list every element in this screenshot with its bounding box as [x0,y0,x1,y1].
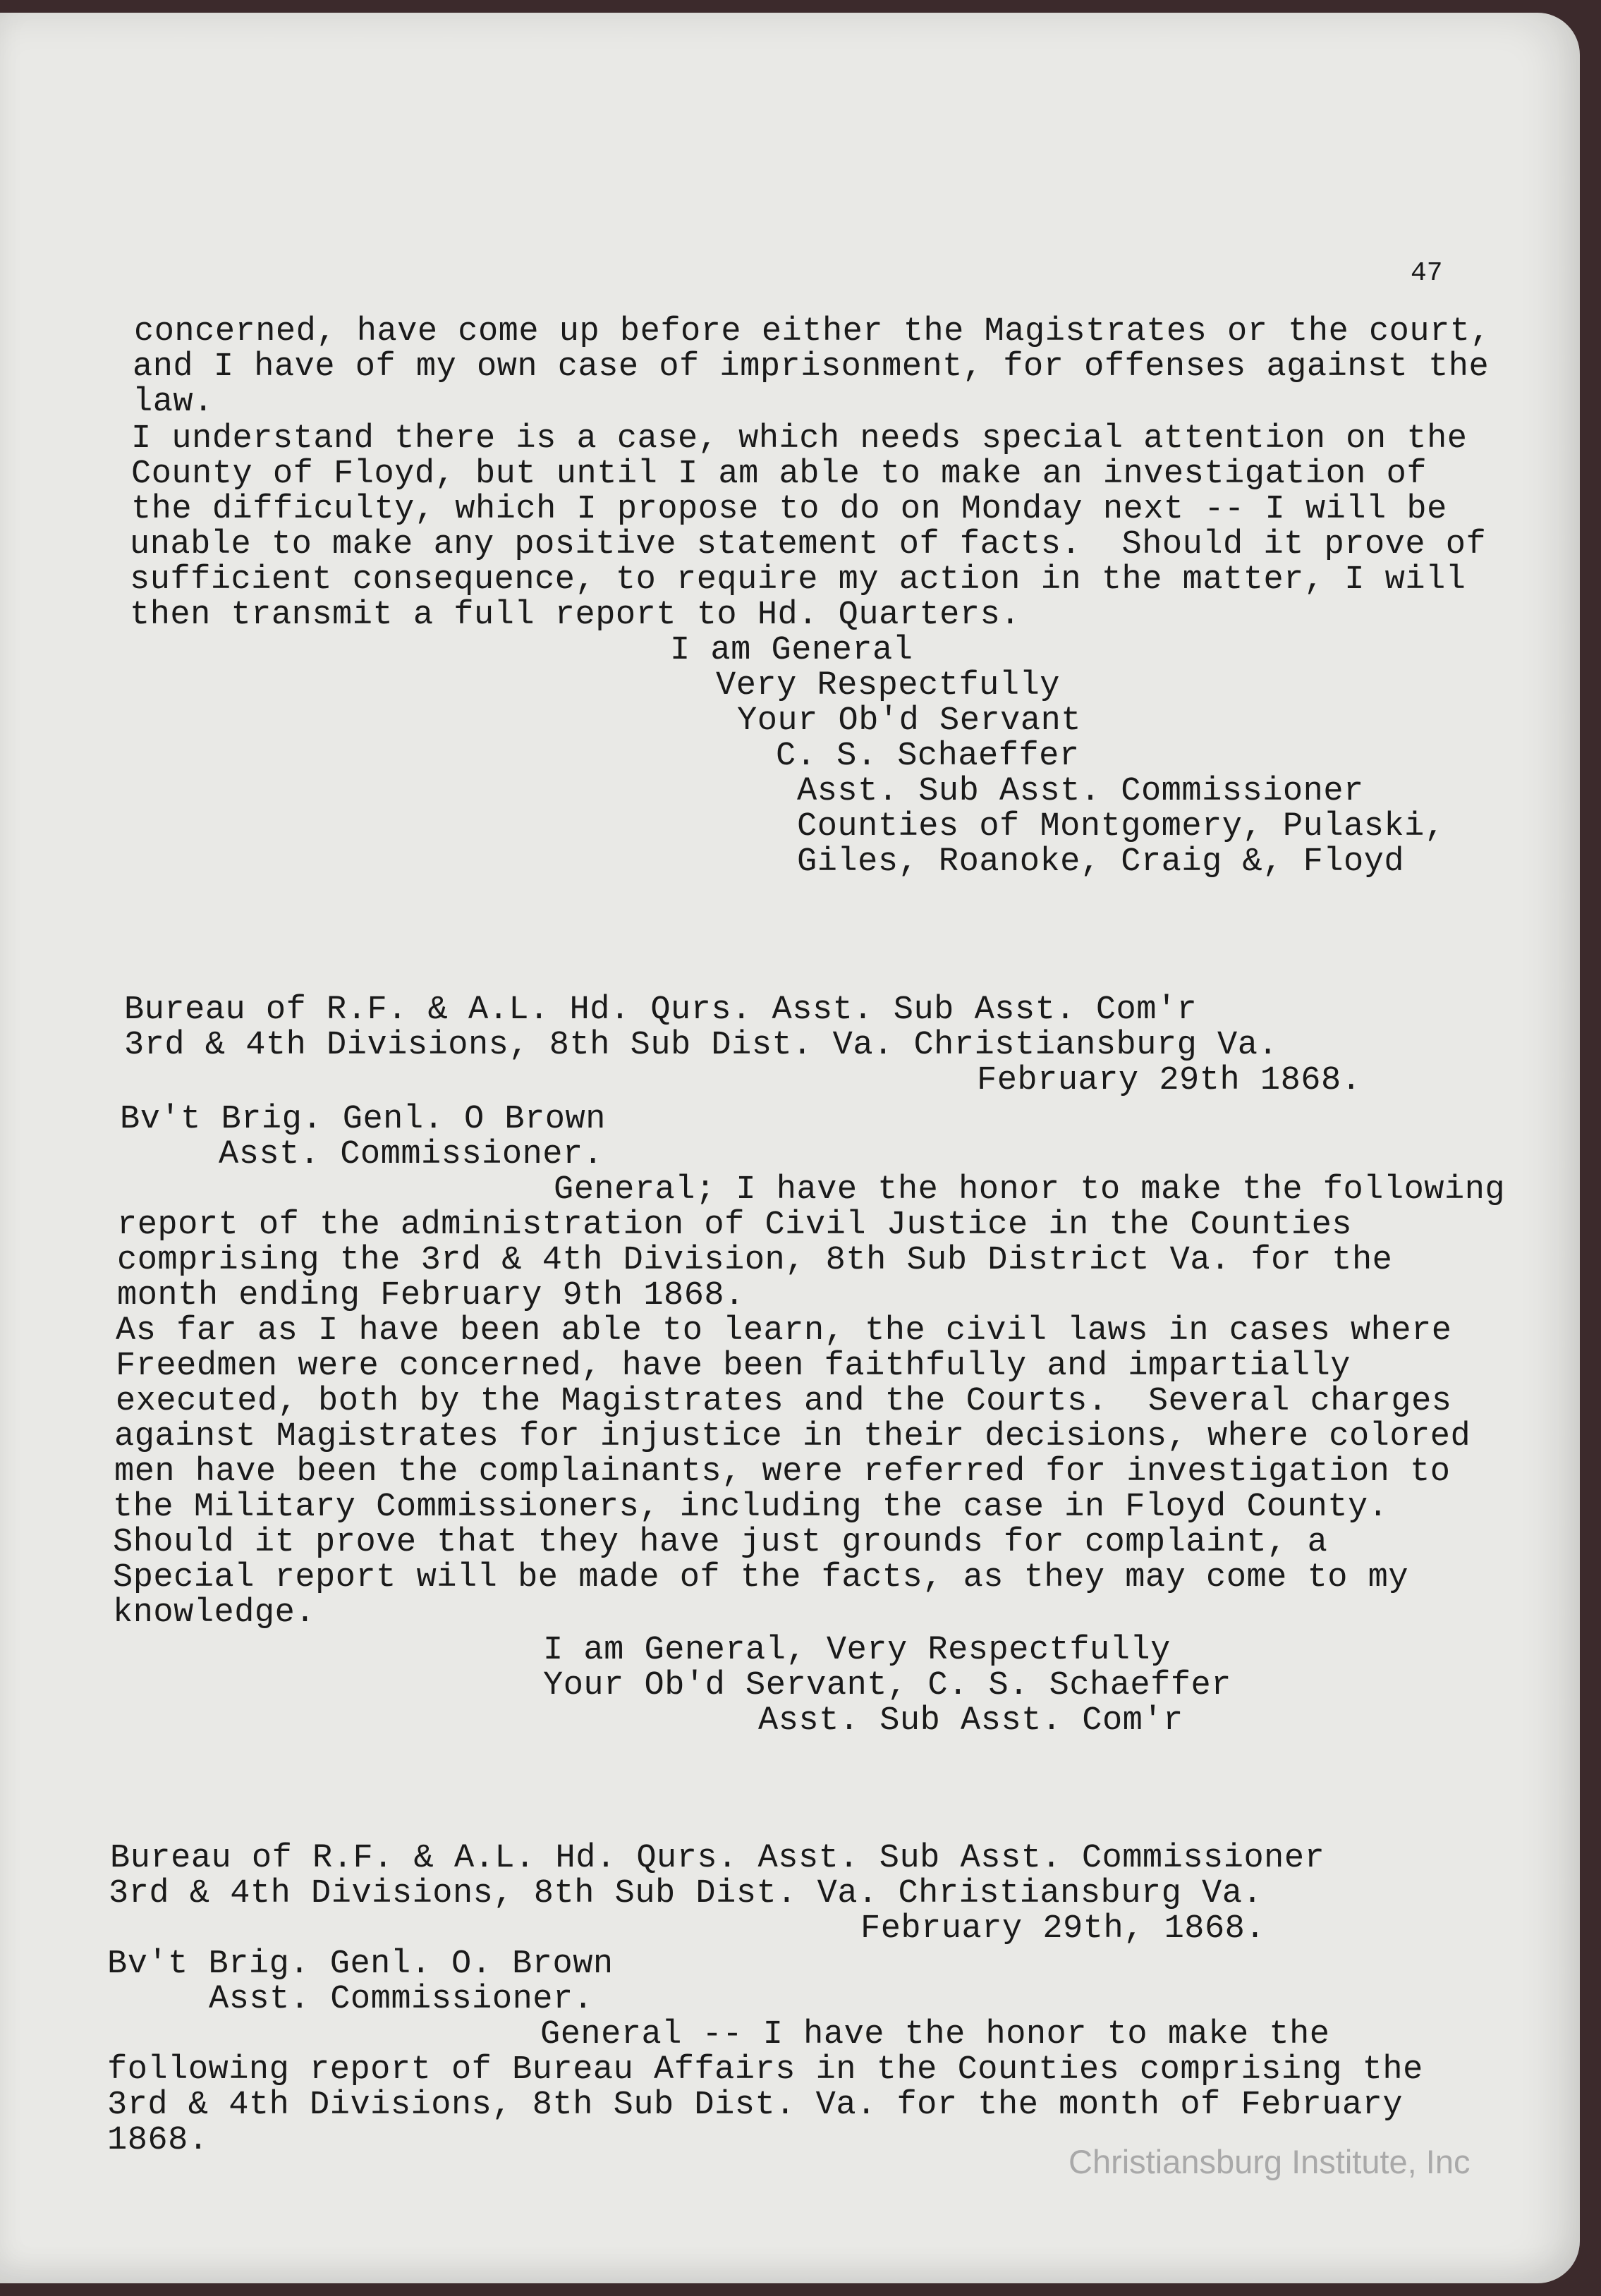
letter-2-body-line: As far as I have been able to learn, the civil laws in cases where [116,1312,1452,1350]
document-page [0,13,1580,2283]
letter-2-body-line: General; I have the honor to make the following [554,1171,1506,1209]
letter-2-body-line: Special report will be made of the facts, as they may come to my [113,1559,1409,1596]
letter-2-body-line: Should it prove that they have just grounds for complaint, a [113,1524,1328,1561]
paragraph-1-line: law. [133,384,214,421]
letter-2-body-line: report of the administration of Civil Justice in the Counties [117,1207,1352,1244]
letter-2-body-line: month ending February 9th 1868. [117,1277,745,1314]
letter-2-header: Bureau of R.F. & A.L. Hd. Qurs. Asst. Sub Asst. Com'r [124,991,1198,1029]
closing-1-line: Your Ob'd Servant [737,702,1081,740]
closing-1-line: Asst. Sub Asst. Commissioner [797,773,1364,810]
watermark: Christiansburg Institute, Inc [1069,2143,1471,2180]
closing-1-line: C. S. Schaeffer [776,738,1080,775]
letter-2-body-line: knowledge. [113,1594,316,1632]
letter-2-body-line: against Magistrates for injustice in their decisions, where colored [114,1418,1471,1455]
letter-2-closing: Your Ob'd Servant, C. S. Schaeffer [543,1667,1231,1704]
paragraph-1-line: unable to make any positive statement of facts. Should it prove of [130,526,1487,563]
paragraph-1-line: then transmit a full report to Hd. Quarters. [130,597,1021,634]
paragraph-1-line: and I have of my own case of imprisonment, for offenses against the [133,348,1490,386]
letter-2-addressee: Asst. Commissioner. [219,1136,604,1173]
paragraph-1-line: concerned, have come up before either the Magistrates or the court, [134,313,1491,350]
letter-2-body-line: executed, both by the Magistrates and the Courts. Several charges [116,1383,1452,1420]
letter-2-closing: Asst. Sub Asst. Com'r [758,1702,1183,1740]
letter-3-header: Bureau of R.F. & A.L. Hd. Qurs. Asst. Sub Asst. Commissioner [110,1840,1325,1877]
paragraph-1-line: sufficient consequence, to require my action in the matter, I will [130,561,1466,599]
letter-2-date: February 29th 1868. [977,1062,1362,1099]
letter-3-body-line: 1868. [107,2122,209,2159]
closing-1-line: Very Respectfully [716,667,1060,704]
letter-2-body-line: Freedmen were concerned, have been faithfully and impartially [116,1348,1351,1385]
closing-1-line: I am General [670,632,913,669]
closing-1-line: Giles, Roanoke, Craig &, Floyd [797,843,1405,881]
letter-2-header: 3rd & 4th Divisions, 8th Sub Dist. Va. Christiansburg Va. [124,1027,1279,1064]
letter-3-header: 3rd & 4th Divisions, 8th Sub Dist. Va. Christiansburg Va. [109,1875,1263,1912]
closing-1-line: Counties of Montgomery, Pulaski, [797,808,1445,845]
paragraph-1-line: I understand there is a case, which needs special attention on the [131,420,1468,458]
letter-3-body-line: following report of Bureau Affairs in the Counties comprising the [107,2051,1423,2089]
letter-3-body-line: General -- I have the honor to make the [540,2016,1330,2053]
letter-2-body-line: comprising the 3rd & 4th Division, 8th Sub District Va. for the [117,1242,1393,1279]
letter-3-body-line: 3rd & 4th Divisions, 8th Sub Dist. Va. for the month of February [107,2087,1404,2124]
paragraph-1-line: the difficulty, which I propose to do on Monday next -- I will be [131,491,1447,528]
letter-2-addressee: Bv't Brig. Genl. O Brown [120,1101,606,1138]
letter-3-addressee: Asst. Commissioner. [209,1981,594,2018]
paragraph-1-line: County of Floyd, but until I am able to make an investigation of [131,456,1427,493]
page-number: 47 [1411,258,1443,288]
letter-2-closing: I am General, Very Respectfully [543,1632,1171,1669]
letter-3-addressee: Bv't Brig. Genl. O. Brown [107,1946,614,1983]
letter-3-date: February 29th, 1868. [860,1910,1266,1948]
letter-2-body-line: men have been the complainants, were referred for investigation to [114,1453,1451,1491]
letter-2-body-line: the Military Commissioners, including the case in Floyd County. [113,1489,1389,1526]
